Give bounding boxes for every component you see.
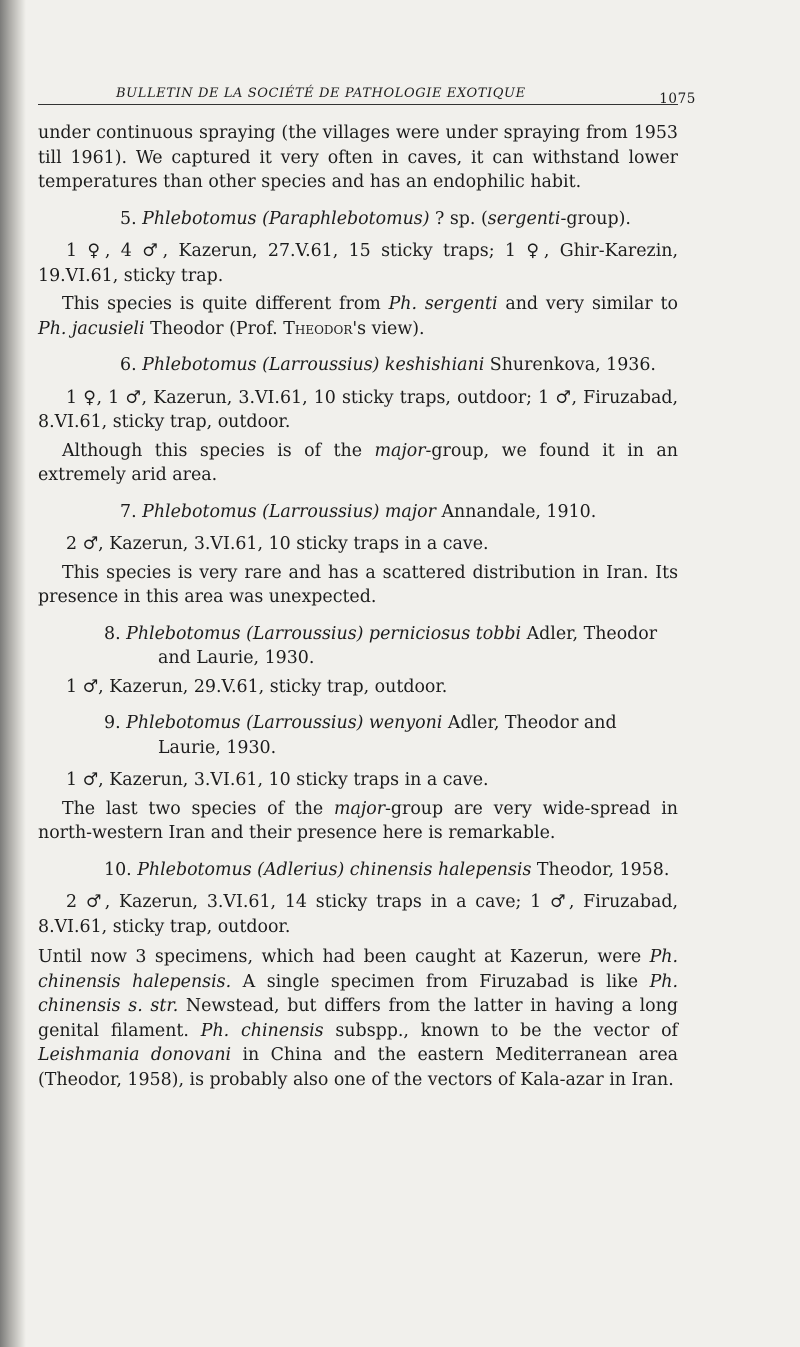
specimen-record-10: 2 ♂, Kazerun, 3.VI.61, 14 sticky traps in a cave; 1 ♂, Firuzabad, 8.VI.61, sticky trap, outdoor.: [38, 892, 678, 937]
species-heading-6: 6. Phlebotomus (Larroussius) keshishiani Shurenkova, 1936.: [120, 355, 656, 375]
page-binding-shadow: [0, 0, 26, 1347]
species-heading-5: 5. Phlebotomus (Paraphlebotomus) ? sp. (sergenti-group).: [120, 208, 631, 229]
species-heading-8: 8. Phlebotomus (Larroussius) perniciosus tobbi Adler, Theodor and Laurie, 1930.: [104, 623, 658, 668]
species-note-7: This species is very rare and has a scattered distribution in Iran. Its presence in this area was unexpected.: [38, 562, 678, 607]
specimen-record-9: 1 ♂, Kazerun, 3.VI.61, 10 sticky traps in a cave.: [66, 770, 489, 790]
species-heading-9: 9. Phlebotomus (Larroussius) wenyoni Adler, Theodor and Laurie, 1930.: [104, 713, 617, 758]
running-header: [38, 78, 696, 107]
species-heading-10: 10. Phlebotomus (Adlerius) chinensis halepensis Theodor, 1958.: [104, 859, 670, 880]
specimen-record-5: 1 ♀, 4 ♂, Kazerun, 27.V.61, 15 sticky traps; 1 ♀, Ghir-Karezin, 19.VI.61, sticky trap.: [38, 241, 678, 286]
journal-page: [38, 78, 696, 1092]
specimen-record-8: 1 ♂, Kazerun, 29.V.61, sticky trap, outdoor.: [66, 676, 448, 697]
running-title: BULLETIN DE LA SOCIÉTÉ DE PATHOLOGIE EXOTIQUE: [116, 86, 526, 101]
species-note-9: The last two species of the major-group are very wide-spread in north-western Iran and their presence here is remarkable.: [38, 798, 678, 843]
intro-paragraph: under continuous spraying (the villages were under spraying from 1953 till 1961). We captured it very often in caves, it can withstand lower temperatures than other species and has an endophilic habit.: [38, 123, 678, 192]
closing-paragraph: Until now 3 specimens, which had been caught at Kazerun, were Ph. chinensis halepensis. A single specimen from Firuzabad is like Ph. chinensis s. str. Newstead, but differs from the latter in having a long genital filament. Ph. chinensis subspp., known to be the vector of Leishmania donovani in China and the eastern Mediterranean area (Theodor, 1958), is probably also one of the vectors of Kala-azar in Iran.: [38, 947, 679, 1090]
specimen-record-6: 1 ♀, 1 ♂, Kazerun, 3.VI.61, 10 sticky traps, outdoor; 1 ♂, Firuzabad, 8.VI.61, sticky trap, outdoor.: [38, 387, 678, 432]
species-heading-7: 7. Phlebotomus (Larroussius) major Annandale, 1910.: [120, 501, 597, 522]
species-note-6: Although this species is of the major-group, we found it in an extremely arid area.: [38, 440, 678, 485]
specimen-record-7: 2 ♂, Kazerun, 3.VI.61, 10 sticky traps in a cave.: [66, 534, 489, 554]
species-note-5: This species is quite different from Ph. sergenti and very similar to Ph. jacusieli Theodor (Prof. Theodor's view).: [38, 294, 678, 339]
page-number: 1075: [659, 91, 696, 107]
